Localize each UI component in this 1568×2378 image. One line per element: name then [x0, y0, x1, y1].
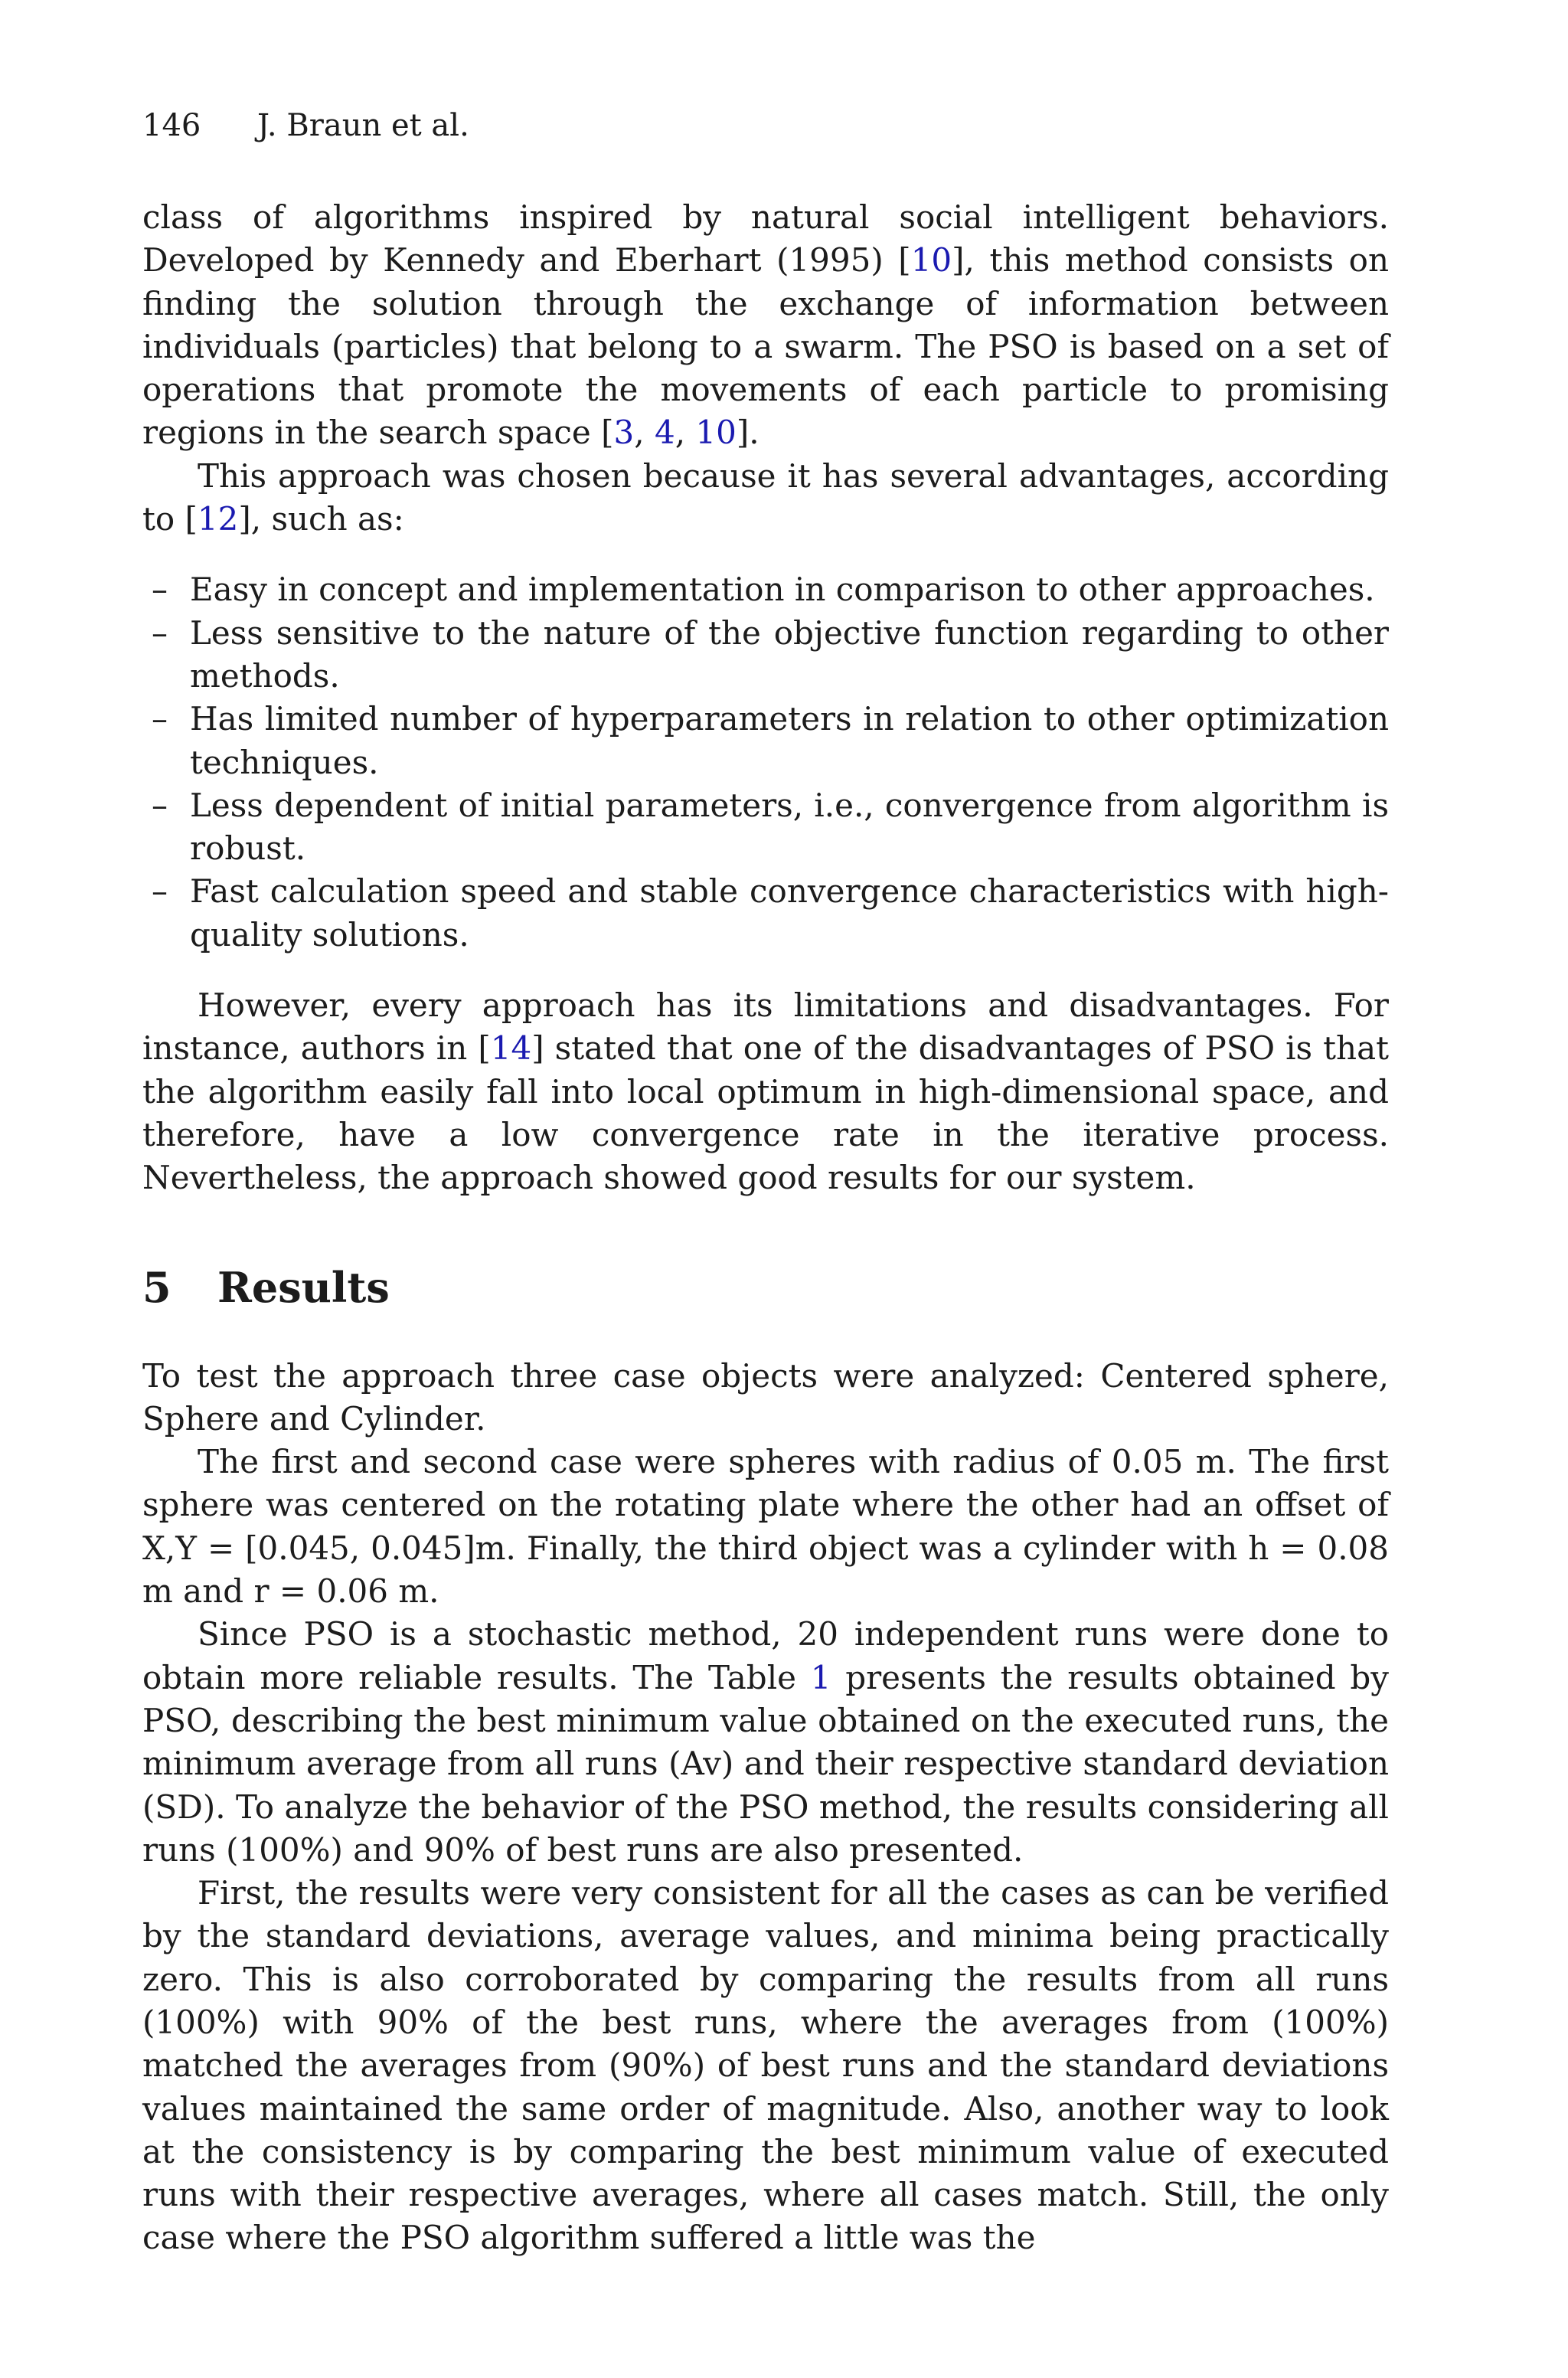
list-item: – Less dependent of initial parameters, i.e., convergence from algorithm is robust. — [142, 784, 1389, 871]
results-paragraph: First, the results were very consistent for all the cases as can be verified by the standard deviations, average values, and minima being practically zero. This is also corroborated by comparing the results from all runs (100%) with 90% of the best runs, where the averages from (100%) matched the averages from (90%) of best runs and the standard deviations values maintained the same order of magnitude. Also, another way to look at the consistency is by comparing the best minimum value of executed runs with their respective averages, where all cases match. Still, the only case where the PSO algorithm suffered a little was the — [142, 1874, 1389, 2257]
limitations-paragraph: However, every approach has its limitations and disadvantages. For instance, authors in [14] stated that one of the disadvantages of PSO is that the algorithm easily fall into local optimum in high-dimensional space, and therefore, have a low convergence rate in the iterative process. Nevertheless, the approach showed good results for our system. — [142, 986, 1389, 1197]
citation-link[interactable]: 14 — [490, 1029, 532, 1068]
citation-link[interactable]: 10 — [695, 414, 737, 452]
page-number: 146 — [142, 108, 201, 143]
list-item: – Fast calculation speed and stable convergence characteristics with high-quality solutions. — [142, 870, 1389, 957]
citation-link[interactable]: 12 — [197, 500, 239, 538]
running-title: J. Braun et al. — [257, 108, 469, 143]
table-reference-link[interactable]: 1 — [810, 1658, 831, 1696]
section-title: Results — [217, 1262, 390, 1312]
dash-bullet: – — [152, 613, 168, 652]
list-item: – Easy in concept and implementation in comparison to other approaches. — [142, 568, 1389, 611]
list-item: – Has limited number of hyperparameters in relation to other optimization techniques. — [142, 698, 1389, 784]
body-text — [142, 196, 1389, 2260]
section-heading — [142, 1264, 1389, 1310]
citation-link[interactable]: 3 — [613, 414, 635, 452]
dash-bullet: – — [152, 700, 168, 738]
results-paragraph: Since PSO is a stochastic method, 20 independent runs were done to obtain more reliable results. The Table 1 presents the results obtained by PSO, describing the best minimum value obtained on the executed runs, the minimum average from all runs (Av) and their respective standard deviation (SD). To analyze the behavior of the PSO method, the results considering all runs (100%) and 90% of best runs are also presented. — [142, 1615, 1390, 1869]
citation-link[interactable]: 4 — [654, 414, 675, 452]
dash-bullet: – — [152, 872, 168, 911]
results-paragraph: To test the approach three case objects were analyzed: Centered sphere, Sphere and Cylinder. — [142, 1356, 1389, 1438]
running-header — [142, 107, 469, 144]
list-item: – Less sensitive to the nature of the objective function regarding to other methods. — [142, 612, 1389, 698]
section-number: 5 — [142, 1262, 172, 1312]
pso-intro-paragraph: class of algorithms inspired by natural social intelligent behaviors. Developed by Kennedy and Eberhart (1995) [10], this method consists on finding the solution through the exchange of information between individuals (particles) that belong to a swarm. The PSO is based on a set of operations that promote the movements of each particle to promising regions in the search space [3, 4, 10]. — [142, 198, 1390, 452]
citation-link[interactable]: 10 — [910, 241, 952, 280]
dash-bullet: – — [152, 786, 168, 824]
approach-paragraph: This approach was chosen because it has several advantages, according to [12], such as: — [142, 456, 1389, 538]
advantages-list — [142, 568, 1389, 957]
results-paragraph: The first and second case were spheres with radius of 0.05 m. The first sphere was centered on the rotating plate where the other had an offset of X,Y = [0.045, 0.045]m. Finally, the third object was a cylinder with h = 0.08 m and r = 0.06 m. — [142, 1443, 1389, 1611]
dash-bullet: – — [152, 571, 168, 609]
